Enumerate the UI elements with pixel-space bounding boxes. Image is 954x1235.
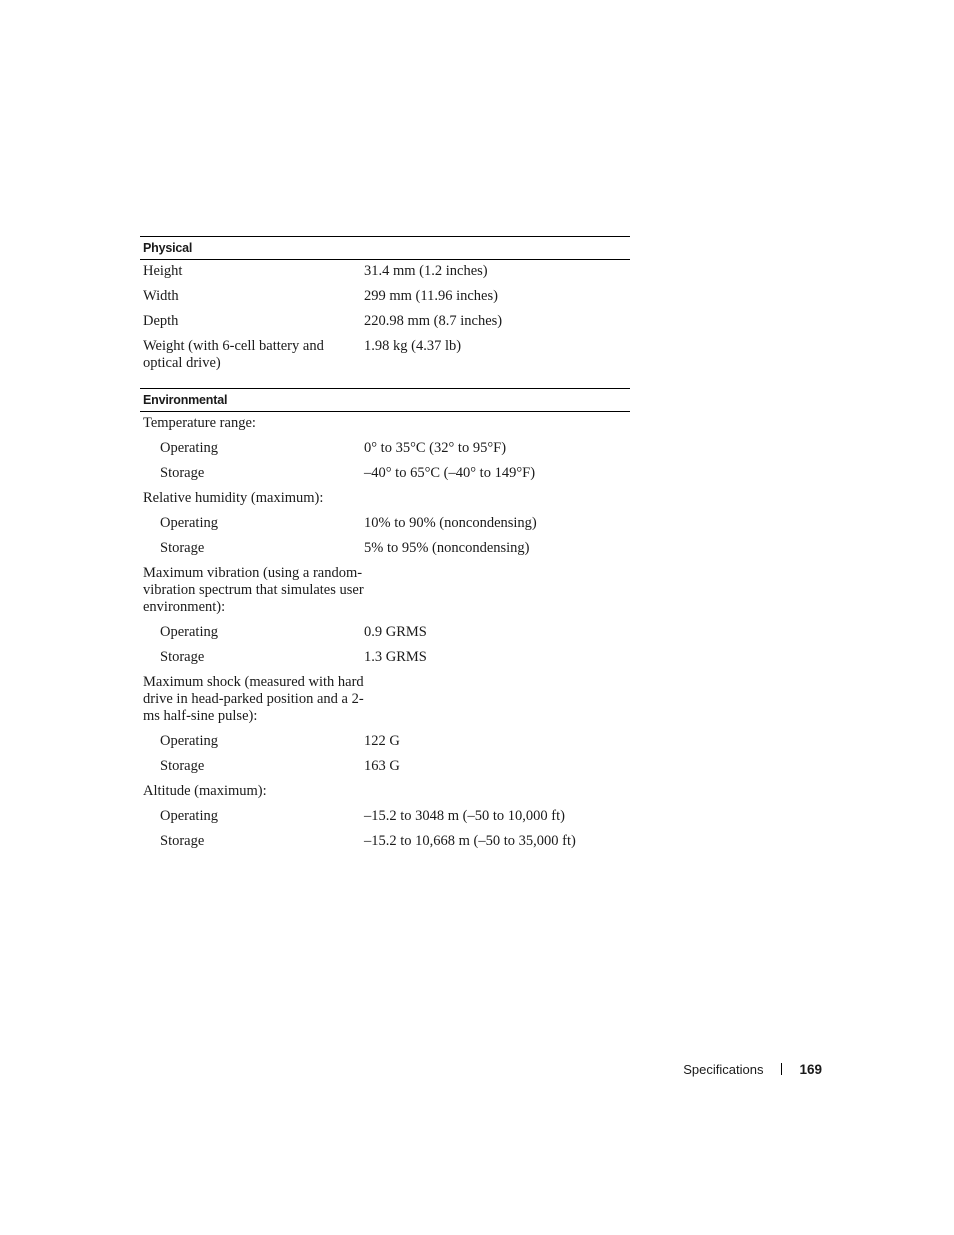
spec-value (364, 783, 630, 800)
spec-row (140, 515, 630, 532)
spec-value: 0.9 GRMS (364, 624, 427, 640)
footer-separator (781, 1063, 782, 1075)
spec-label: Width (143, 288, 179, 304)
spec-label: Depth (143, 313, 179, 329)
spec-value: –15.2 to 3048 m (–50 to 10,000 ft) (364, 808, 565, 824)
spec-row (140, 733, 630, 750)
spec-row (140, 465, 630, 482)
spec-label: Operating (160, 808, 218, 824)
spec-label: Operating (160, 624, 218, 640)
spec-row (140, 783, 630, 800)
spec-value: 220.98 mm (8.7 inches) (364, 313, 503, 329)
spec-label: Operating (160, 440, 218, 456)
spec-value: 5% to 95% (noncondensing) (364, 540, 530, 556)
page-number: 169 (799, 1062, 822, 1077)
spec-label: Storage (160, 649, 205, 665)
section-header-environmental: Environmental (140, 388, 630, 412)
spec-row (140, 415, 630, 432)
spec-label: Storage (160, 833, 205, 849)
spec-value: –40° to 65°C (–40° to 149°F) (364, 465, 536, 481)
spec-row (140, 263, 630, 280)
spec-value (364, 674, 630, 725)
spec-label: Maximum shock (measured with hard drive in head-parked position and a 2-ms half-sine pulse): (143, 674, 364, 724)
environmental-rows (140, 412, 630, 850)
spec-label: Relative humidity (maximum): (143, 490, 324, 506)
spec-row (140, 288, 630, 305)
spec-label: Weight (with 6-cell battery and optical drive) (143, 338, 324, 371)
spec-row (140, 674, 630, 725)
spec-label: Altitude (maximum): (143, 783, 267, 799)
spec-row (140, 758, 630, 775)
spec-value (364, 490, 630, 507)
environmental-section (140, 388, 630, 850)
spec-table (140, 236, 630, 858)
spec-label: Operating (160, 733, 218, 749)
spec-row (140, 565, 630, 616)
spec-label: Storage (160, 758, 205, 774)
spec-row (140, 338, 630, 372)
footer-section-name: Specifications (683, 1062, 764, 1077)
spec-row (140, 808, 630, 825)
spec-value: 31.4 mm (1.2 inches) (364, 263, 488, 279)
spec-row (140, 833, 630, 850)
spec-row (140, 490, 630, 507)
section-header-physical: Physical (140, 236, 630, 260)
spec-row (140, 649, 630, 666)
spec-label: Temperature range: (143, 415, 256, 431)
page-footer (0, 1061, 822, 1079)
spec-value: 10% to 90% (noncondensing) (364, 515, 537, 531)
spec-value (364, 415, 630, 432)
spec-row (140, 313, 630, 330)
spec-label: Storage (160, 540, 205, 556)
physical-section (140, 236, 630, 372)
spec-value: 1.98 kg (4.37 lb) (364, 338, 462, 354)
spec-value: 122 G (364, 733, 400, 749)
spec-row (140, 624, 630, 641)
spec-value: 1.3 GRMS (364, 649, 427, 665)
spec-value: 0° to 35°C (32° to 95°F) (364, 440, 507, 456)
spec-label: Storage (160, 465, 205, 481)
spec-label: Maximum vibration (using a random-vibration spectrum that simulates user environment): (143, 565, 364, 615)
spec-value: 299 mm (11.96 inches) (364, 288, 498, 304)
spec-label: Height (143, 263, 183, 279)
spec-row (140, 540, 630, 557)
physical-rows (140, 260, 630, 372)
spec-value (364, 565, 630, 616)
spec-row (140, 440, 630, 457)
spec-label: Operating (160, 515, 218, 531)
spec-value: –15.2 to 10,668 m (–50 to 35,000 ft) (364, 833, 576, 849)
spec-value: 163 G (364, 758, 400, 774)
